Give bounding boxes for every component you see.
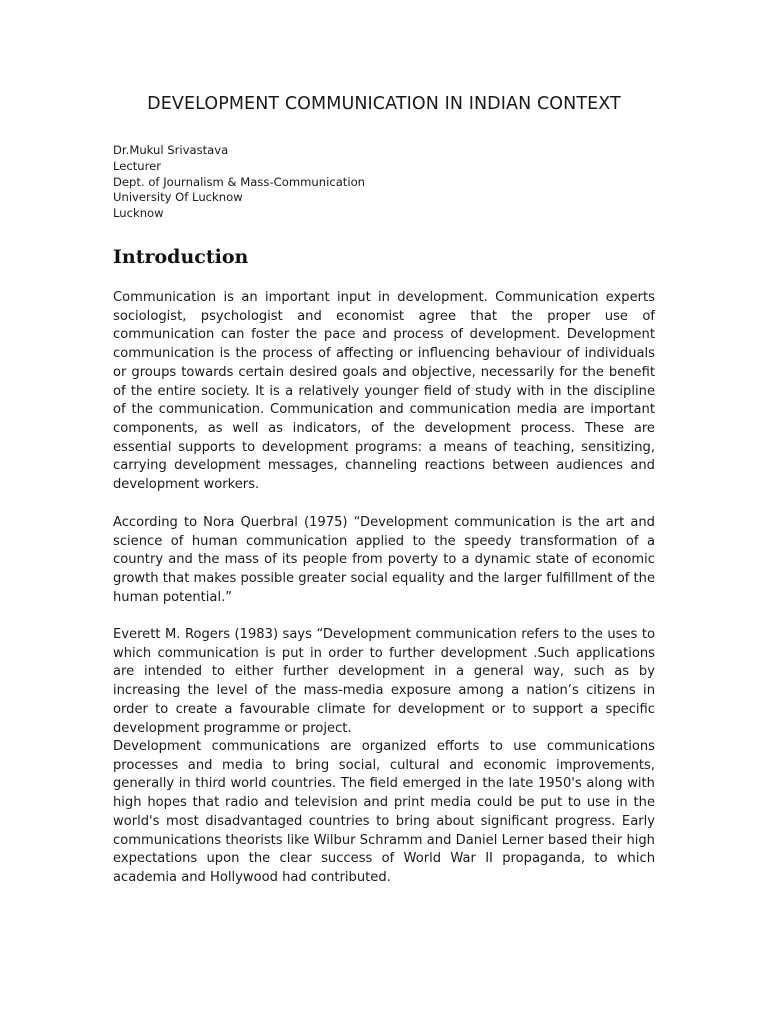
- author-name: Dr.Mukul Srivastava: [113, 143, 229, 157]
- paragraph-3: [113, 626, 655, 738]
- paragraph-text: Everett M. Rogers (1983) says “Development communication refers to the uses to which communication is put in order to further development .Such applications are intended to either further development in a general way, such as by increasing the level of the mass-media exposure among a nation’s citizens in order to create a favourable climate for development or to support a specific development programme or project.: [113, 627, 655, 736]
- author-university: University Of Lucknow: [113, 190, 243, 205]
- author-department: Dept. of Journalism & Mass-Communication: [113, 174, 366, 189]
- author-position: Lecturer: [113, 158, 162, 173]
- author-city: Lucknow: [113, 206, 164, 221]
- section-heading: Introduction: [113, 246, 249, 268]
- paragraph-text: According to Nora Querbral (1975) “Development communication is the art and science of human communication applied to the speedy transformation of a country and the mass of its people from poverty to a dynamic state of economic growth that makes possible greater social equality and the larger fulfillment of the human potential.”: [113, 515, 655, 605]
- paragraph-1: [113, 289, 655, 495]
- paragraph-text: Communication is an important input in development. Communication experts sociologist, psychologist and economist agree that the proper use of communication can foster the pace and process of development. Development communication is the process of affecting or influencing behaviour of individuals or groups towards certain desired goals and objective, necessarily for the benefit of the entire society. It is a relatively younger field of study with in the discipline of the communication. Communication and communication media are important components, as well as indicators, of the development process. These are essential supports to development programs: a means of teaching, sensitizing, carrying development messages, channeling reactions between audiences and development workers.: [113, 290, 655, 493]
- document-title: DEVELOPMENT COMMUNICATION IN INDIAN CONTEXT: [147, 94, 621, 114]
- paragraph-4: [113, 738, 655, 888]
- author-block: [113, 143, 365, 222]
- paragraph-2: [113, 514, 655, 608]
- paragraph-text: Development communications are organized efforts to use communications processes and media to bring social, cultural and economic improvements, generally in third world countries. The field emerged in the late 1950's along with high hopes that radio and television and print media could be put to use in the world's most disadvantaged countries to bring about significant progress. Early communications theorists like Wilbur Schramm and Daniel Lerner based their high expectations upon the clear success of World War II propaganda, to which academia and Hollywood had contributed.: [113, 739, 655, 885]
